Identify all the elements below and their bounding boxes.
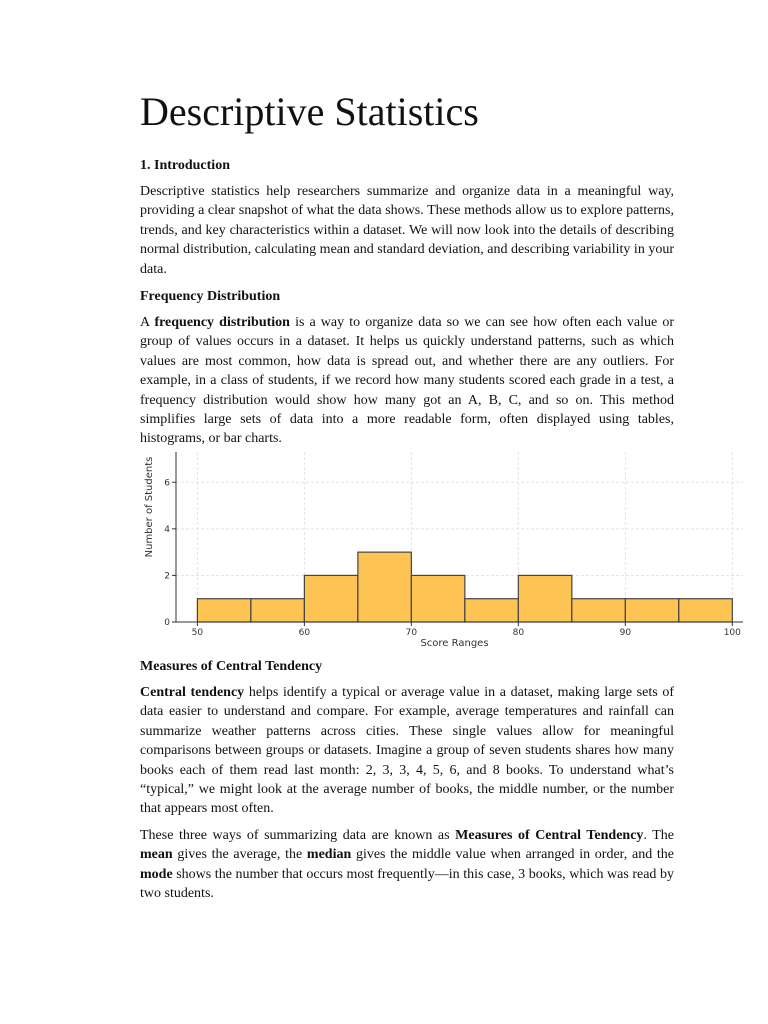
x-tick-label-90: 90	[619, 628, 632, 638]
histogram-bar-70	[411, 575, 464, 622]
y-tick-label-0: 0	[164, 618, 170, 628]
document-title: Descriptive Statistics	[140, 89, 479, 134]
histogram-bar-60	[304, 575, 357, 622]
freq-rest: is a way to organize data so we can see how often each value or group of values occurs in a dataset. It helps us quickly understand patterns, such as which values are most common, how data is spread out, and whether there are any outliers. For example, in a class of students, if we record how many students scored each grade in a test, a frequency distribution would show how many got an A, B, C, and so on. This method simplifies large sets of data into a more readable form, often displayed using tables, histograms, or bar charts.	[140, 315, 674, 447]
histogram-bar-75	[465, 599, 518, 622]
central-measures-paragraph	[140, 826, 674, 904]
x-tick-label-80: 80	[512, 628, 525, 638]
y-axis-label: Number of Students	[144, 456, 155, 558]
histogram-figure	[140, 450, 750, 650]
freq-term: frequency distribution	[154, 315, 290, 330]
central-tendency-paragraph	[140, 683, 674, 819]
cm-p1: These three ways of summarizing data are known as	[140, 828, 456, 843]
cm-p4: gives the middle value when arranged in order, and the	[351, 847, 674, 863]
frequency-distribution-heading: Frequency Distribution	[140, 289, 281, 304]
freq-lead: A	[140, 315, 155, 330]
intro-paragraph: Descriptive statistics help researchers summarize and organize data in a meaningful way, providing a clear snapshot of what the data shows. These methods allow us to explore patterns, trends, and key characteristics within a dataset. We will now look into the details of describing normal distribution, calculating mean and standard deviation, and describing variability in your data.	[140, 184, 674, 277]
x-axis-label: Score Ranges	[420, 638, 489, 649]
histogram-bar-90	[625, 599, 678, 622]
histogram-bar-95	[679, 599, 732, 622]
cm-b4: mode	[140, 866, 173, 882]
y-tick-label-4: 4	[164, 524, 170, 535]
cm-p2: . The	[643, 828, 675, 843]
cm-b2: mean	[140, 847, 173, 863]
x-tick-label-60: 60	[298, 628, 311, 638]
cm-b3: median	[306, 847, 352, 863]
histogram-bar-85	[572, 599, 625, 622]
y-tick-label-6: 6	[164, 478, 170, 489]
intro-heading: 1. Introduction	[140, 158, 230, 173]
central-tendency-heading: Measures of Central Tendency	[140, 659, 323, 674]
y-tick-label-2: 2	[164, 571, 170, 582]
histogram-chart	[140, 450, 750, 650]
central-rest: helps identify a typical or average value in a dataset, making large sets of data easier to understand and compare. For example, average temperatures and rainfall can summarize weather patterns across cities. These single values allow for meaningful comparisons between groups or datasets. Imagine a group of seven students shares how many books each of them read last month: 2, 3, 3, 4, 5, 6, and 8 books. To understand what’s “typical,” we might look at the average number of books, the middle number, or the number that appears most often.	[140, 685, 674, 817]
histogram-bar-65	[358, 552, 411, 622]
histogram-bar-80	[518, 575, 571, 622]
cm-b1: Measures of Central Tendency	[455, 828, 644, 843]
frequency-distribution-paragraph	[140, 313, 674, 449]
cm-p5: shows the number that occurs most frequently—in this case, 3 books, which was read by two students.	[140, 866, 674, 902]
x-tick-label-50: 50	[191, 628, 204, 638]
histogram-bar-50	[197, 599, 250, 622]
x-tick-label-70: 70	[405, 628, 418, 638]
histogram-bar-55	[251, 599, 304, 622]
cm-p3: gives the average, the	[172, 847, 307, 863]
x-tick-label-100: 100	[723, 628, 741, 638]
central-term: Central tendency	[140, 685, 245, 700]
